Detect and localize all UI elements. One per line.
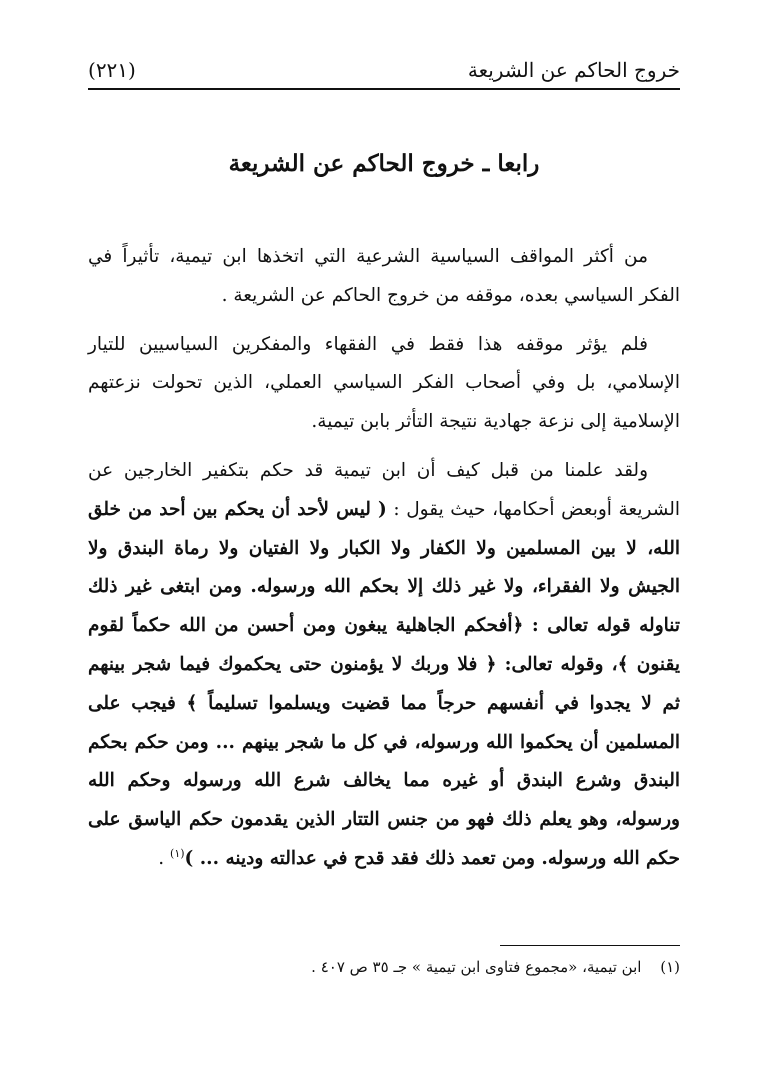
paragraph-3-end: . [158, 847, 171, 869]
paragraph-3 [88, 452, 680, 879]
body-text [88, 238, 680, 889]
paragraph-3-intro: ولقد علمنا من قبل كيف أن ابن تيمية قد حكم بتكفير الخارجين عن الشريعة أوبعض أحكامها، حيث يقول : [88, 459, 680, 520]
ibn-taymiyya-quote: ( ليس لأحد أن يحكم بين أحد من خلق الله، لا بين المسلمين ولا الكفار ولا الكبار ولا الفتيان ولا رماة البندق ولا الجيش ولا الفقراء، ولا غير ذلك إلا بحكم الله ورسوله. ومن ابتغى غير ذلك تناوله قوله تعالى : ﴿أفحكم الجاهلية يبغون ومن أحسن من الله حكماً لقوم يقنون ﴾، وقوله تعالى: ﴿ فلا وربك لا يؤمنون حتى يحكموك فيما شجر بينهم ثم لا يجدوا في أنفسهم حرجاً مما قضيت ويسلموا تسليماً ﴾ فيجب على المسلمين أن يحكموا الله ورسوله، في كل ما شجر بينهم ... ومن حكم بحكم البندق وشرع البندق أو غيره مما يخالف شرع الله ورسوله وحكم الله ورسوله، وهو يعلم ذلك فهو من جنس التتار الذين يقدمون حكم الياسق على حكم الله ورسوله. ومن تعمد ذلك فقد قدح في عدالته ودينه ... ) [88, 498, 680, 869]
footnote-reference[interactable]: (١) [170, 846, 185, 860]
running-header [88, 50, 680, 90]
running-title: خروج الحاكم عن الشريعة [467, 58, 680, 82]
footnote-number: (١) [660, 958, 680, 976]
page-number: (٢٢١) [88, 58, 136, 82]
footnote-text: ابن تيمية، «مجموع فتاوى ابن تيمية » جـ ٣٥ ص ٤٠٧ . [311, 958, 642, 976]
footnote [88, 956, 680, 978]
paragraph-1: من أكثر المواقف السياسية الشرعية التي اتخذها ابن تيمية، تأثيراً في الفكر السياسي بعده، موقفه من خروج الحاكم عن الشريعة . [88, 246, 680, 306]
section-heading: رابعا ـ خروج الحاكم عن الشريعة [228, 150, 540, 177]
footnote-divider [500, 945, 680, 946]
paragraph-2: فلم يؤثر موقفه هذا فقط في الفقهاء والمفكرين السياسيين للتيار الإسلامي، بل وفي أصحاب الفكر السياسي العملي، الذين تحولت نزعتهم الإسلامية إلى نزعة جهادية نتيجة التأثر بابن تيمية. [88, 333, 680, 433]
